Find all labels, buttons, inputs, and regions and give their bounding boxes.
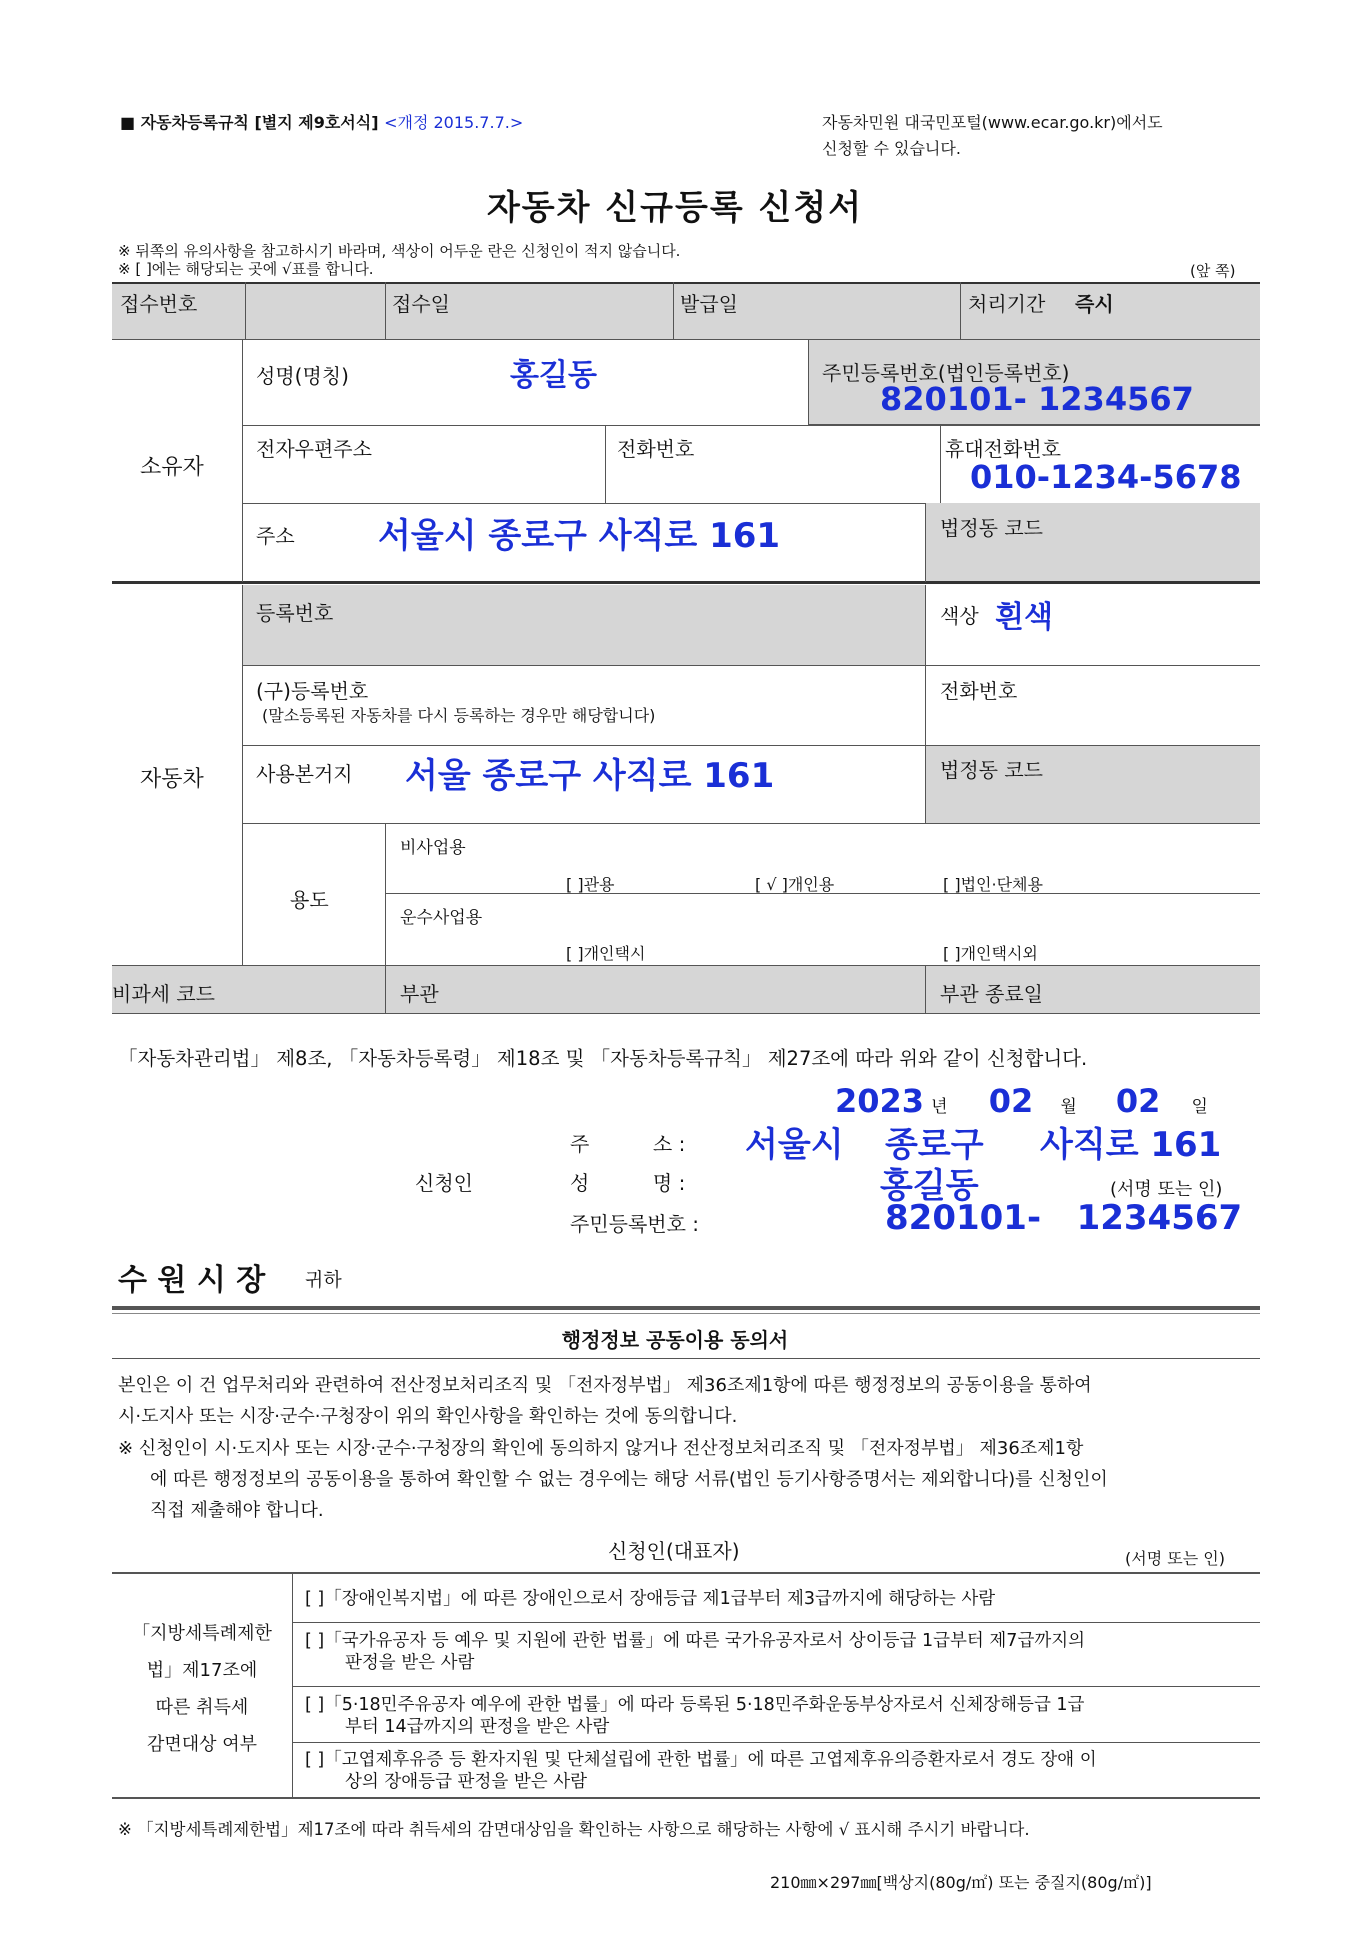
base-location-label: 사용본거지	[256, 762, 353, 786]
vehicle-legal-code-label: 법정동 코드	[940, 758, 1043, 782]
processing-period-label: 처리기간	[968, 292, 1046, 316]
paper-spec: 210㎜×297㎜[백상지(80g/㎡) 또는 중질지(80g/㎡)]	[770, 1873, 1152, 1892]
applicant-name-value[interactable]: 홍길동	[880, 1166, 979, 1206]
consent-applicant-rep: 신청인(대표자)	[608, 1539, 740, 1563]
applicant-address-label: 주 소 :	[570, 1132, 686, 1156]
tax-exempt-item-518[interactable]: [ ]「5·18민주유공자 예우에 관한 법률」에 따라 등록된 5·18민주화운동부상자로서 신체장해등급 1급 부터 14급까지의 판정을 받은 사람	[305, 1695, 1085, 1737]
date-month: 02	[988, 1082, 1034, 1120]
date-day: 02	[1115, 1082, 1161, 1120]
vehicle-phone-label: 전화번호	[940, 679, 1018, 703]
tax-exempt-label: 「지방세특례제한 법」제17조에 따른 취득세 감면대상 여부	[132, 1623, 272, 1755]
attach-end-label: 부관 종료일	[940, 982, 1043, 1006]
consent-note: ※ 신청인이 시·도지사 또는 시장·군수·구청장의 확인에 동의하지 않거나 전산정보처리조직 및 「전자정부법」 제36조제1항 에 따른 행정정보의 공동이용을 통하여 확인할 수 없는 경우에는 해당 서류(법인 등기사항증명서는 제외합니다)를 신청인이 직접 제출해야 합니다.	[118, 1438, 1108, 1521]
tax-code-row	[112, 966, 1260, 1014]
owner-rrn-label: 주민등록번호(법인등록번호)	[822, 361, 1070, 385]
owner-address-value[interactable]: 서울시 종로구 사직로 161	[378, 516, 781, 556]
consent-sign-note: (서명 또는 인)	[1125, 1549, 1225, 1568]
tax-exempt-item-agent-orange[interactable]: [ ]「고엽제후유증 등 환자지원 및 단체설립에 관한 법률」에 따른 고엽제후유의증환자로서 경도 장애 이 상의 장애등급 판정을 받은 사람	[305, 1750, 1097, 1792]
applicant-address-city[interactable]: 서울시	[745, 1125, 844, 1165]
consent-paragraph: 본인은 이 건 업무처리와 관련하여 전산정보처리조직 및 「전자정부법」 제36조제1항에 따른 행정정보의 공동이용을 통하여 시·도지사 또는 시장·군수·구청장이 위의 확인사항을 확인하는 것에 동의합니다.	[118, 1375, 1092, 1427]
portal-note: 자동차민원 대국민포털(www.ecar.go.kr)에서도 신청할 수 있습니다.	[822, 113, 1163, 158]
base-location-value[interactable]: 서울 종로구 사직로 161	[405, 756, 775, 796]
attach-label: 부관	[400, 982, 439, 1006]
application-statement: 「자동차관리법」 제8조, 「자동차등록령」 제18조 및 「자동차등록규칙」 제27조에 따라 위와 같이 신청합니다.	[118, 1047, 1088, 1070]
footer-note: ※ 「지방세특례제한법」제17조에 따라 취득세의 감면대상임을 확인하는 사항으로 해당하는 사항에 √ 표시해 주시기 바랍니다.	[118, 1820, 1030, 1839]
old-reg-note: (말소등록된 자동차를 다시 등록하는 경우만 해당합니다)	[262, 706, 656, 725]
form-reference: ■ 자동차등록규칙 [별지 제9호서식] <개정 2015.7.7.>	[120, 113, 524, 132]
usage-label: 용도	[290, 888, 329, 912]
old-reg-label: (구)등록번호	[256, 679, 369, 703]
usage-taxi-option[interactable]: [ ]개인택시	[566, 944, 646, 963]
addressee-name: 수 원 시 장	[118, 1263, 266, 1298]
transport-business-label: 운수사업용	[400, 908, 483, 928]
applicant-sign-note: (서명 또는 인)	[1110, 1179, 1223, 1200]
applicant-address-district[interactable]: 종로구	[885, 1125, 984, 1165]
color-value[interactable]: 흰색	[995, 600, 1053, 635]
consent-title: 행정정보 공동이용 동의서	[561, 1328, 789, 1352]
owner-rrn-value[interactable]: 820101- 1234567	[880, 380, 1194, 418]
exempt-code-label: 비과세 코드	[112, 982, 215, 1006]
color-label: 색상	[940, 604, 979, 628]
reg-number-cell	[242, 585, 925, 665]
usage-official-option[interactable]: [ ]관용	[566, 875, 615, 894]
applicant-address-street[interactable]: 사직로 161	[1040, 1125, 1222, 1165]
processing-period-value: 즉시	[1075, 292, 1114, 316]
owner-name-value[interactable]: 홍길동	[510, 358, 597, 393]
usage-corporate-option[interactable]: [ ]법인·단체용	[943, 875, 1043, 894]
owner-name-label: 성명(명칭)	[256, 364, 349, 388]
page-side: (앞 쪽)	[1190, 262, 1236, 280]
application-date: 2023 년 02 월 02 일	[835, 1082, 1208, 1120]
revision-date: <개정 2015.7.7.>	[384, 113, 524, 132]
instructions: ※ 뒤쪽의 유의사항을 참고하시기 바라며, 색상이 어두운 란은 신청인이 적지 않습니다. ※ [ ]에는 해당되는 곳에 √표를 합니다.	[118, 242, 681, 278]
issue-date-label: 발급일	[680, 292, 738, 316]
tax-exempt-item-disability[interactable]: [ ]「장애인복지법」에 따른 장애인으로서 장애등급 제1급부터 제3급까지에 해당하는 사람	[305, 1589, 996, 1609]
usage-non-taxi-option[interactable]: [ ]개인택시외	[943, 944, 1038, 963]
applicant-rrn-value[interactable]: 820101- 1234567	[885, 1198, 1243, 1238]
applicant-rrn-label: 주민등록번호 :	[570, 1212, 700, 1236]
addressee-suffix: 귀하	[305, 1269, 342, 1291]
applicant-label: 신청인	[415, 1171, 473, 1195]
owner-legal-code-label: 법정동 코드	[940, 516, 1043, 540]
applicant-name-label: 성 명 :	[570, 1171, 686, 1195]
owner-address-label: 주소	[256, 524, 295, 548]
vehicle-section-label: 자동차	[140, 767, 204, 792]
non-business-label: 비사업용	[400, 838, 466, 858]
date-year: 2023	[835, 1082, 925, 1120]
owner-section-label: 소유자	[140, 455, 204, 480]
receipt-number-label: 접수번호	[120, 292, 198, 316]
mobile-value[interactable]: 010-1234-5678	[970, 458, 1242, 496]
receipt-date-label: 접수일	[392, 292, 450, 316]
reg-number-label: 등록번호	[256, 601, 334, 625]
owner-phone-label: 전화번호	[617, 437, 695, 461]
tax-exempt-item-veteran[interactable]: [ ]「국가유공자 등 예우 및 지원에 관한 법률」에 따른 국가유공자로서 상이등급 1급부터 제7급까지의 판정을 받은 사람	[305, 1631, 1086, 1673]
mobile-label: 휴대전화번호	[945, 437, 1061, 461]
page-title: 자동차 신규등록 신청서	[486, 188, 864, 228]
email-label: 전자우편주소	[256, 437, 372, 461]
usage-private-option[interactable]: [ √ ]개인용	[755, 875, 835, 894]
